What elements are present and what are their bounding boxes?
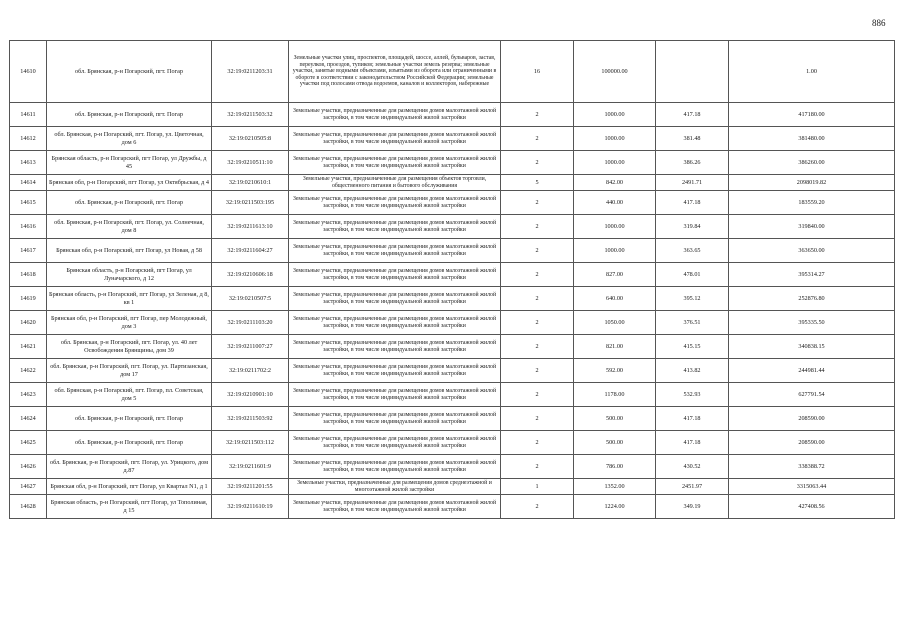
row-number-cell: 14618 (10, 263, 47, 287)
land-use-cell: Земельные участки, предназначенные для размещения домов малоэтажной жилой застройки, в том числе индивидуальной жилой застройки (289, 383, 501, 407)
land-use-cell: Земельные участки, предназначенные для размещения домов малоэтажной жилой застройки, в том числе индивидуальной жилой застройки (289, 455, 501, 479)
specific-value-cell: 319.84 (656, 215, 729, 239)
land-use-cell: Земельные участки, предназначенные для размещения домов малоэтажной жилой застройки, в том числе индивидуальной жилой застройки (289, 103, 501, 127)
address-cell: обл. Брянская, р-н Погарский, пгт. Погар (47, 41, 212, 103)
address-cell: обл. Брянская, р-н Погарский, пгт. Погар, ул. Цветочная, дом 6 (47, 127, 212, 151)
cadastral-number-cell: 32:19:0211610:19 (212, 495, 289, 519)
row-number-cell: 14627 (10, 479, 47, 495)
area-cell: 1050.00 (574, 311, 656, 335)
cadastral-value-cell: 395314.27 (729, 263, 895, 287)
address-cell: Брянская область, р-н Погарский, пгт Погар, ул Дружбы, д 45 (47, 151, 212, 175)
cadastral-number-cell: 32:19:0210610:1 (212, 175, 289, 191)
area-cell: 440.00 (574, 191, 656, 215)
table-row (10, 479, 895, 495)
cadastral-value-cell: 395335.50 (729, 311, 895, 335)
address-cell: обл. Брянская, р-н Погарский, пгт. Погар, пл. Советская, дом 5 (47, 383, 212, 407)
area-cell: 1000.00 (574, 239, 656, 263)
row-number-cell: 14613 (10, 151, 47, 175)
specific-value-cell: 386.26 (656, 151, 729, 175)
cadastral-value-cell: 183559.20 (729, 191, 895, 215)
specific-value-cell: 417.18 (656, 407, 729, 431)
table-row (10, 263, 895, 287)
land-use-cell: Земельные участки, предназначенные для размещения домов малоэтажной жилой застройки, в том числе индивидуальной жилой застройки (289, 263, 501, 287)
specific-value-cell: 532.93 (656, 383, 729, 407)
cadastral-value-cell: 338388.72 (729, 455, 895, 479)
table-row (10, 239, 895, 263)
specific-value-cell: 2491.71 (656, 175, 729, 191)
land-use-cell: Земельные участки улиц, проспектов, площадей, шоссе, аллей, бульваров, застав, переулков, проездов, тупиков; земельные участки земель резерва; земельные участки, занятые водными объектами, изъятыми из оборота или ограниченными в обороте в соответствии с законодательством Российской Федерации; земельные участки под полосами отвода водоемов, каналов и коллекторов, набережные (289, 41, 501, 103)
use-code-cell: 2 (501, 311, 574, 335)
page-number: 886 (872, 18, 886, 28)
area-cell: 500.00 (574, 431, 656, 455)
table-row (10, 41, 895, 103)
address-cell: обл. Брянская, р-н Погарский, пгт. Погар (47, 431, 212, 455)
use-code-cell: 5 (501, 175, 574, 191)
cadastral-number-cell: 32:19:0210606:18 (212, 263, 289, 287)
land-use-cell: Земельные участки, предназначенные для размещения домов малоэтажной жилой застройки, в том числе индивидуальной жилой застройки (289, 311, 501, 335)
area-cell: 821.00 (574, 335, 656, 359)
land-use-cell: Земельные участки, предназначенные для размещения домов малоэтажной жилой застройки, в том числе индивидуальной жилой застройки (289, 287, 501, 311)
address-cell: обл. Брянская, р-н Погарский, пгт. Погар, ул. Солнечная, дом 8 (47, 215, 212, 239)
cadastral-number-cell: 32:19:0211604:27 (212, 239, 289, 263)
cadastral-value-cell: 427408.56 (729, 495, 895, 519)
row-number-cell: 14610 (10, 41, 47, 103)
use-code-cell: 2 (501, 431, 574, 455)
cadastral-value-cell: 386260.00 (729, 151, 895, 175)
table-row (10, 191, 895, 215)
land-use-cell: Земельные участки, предназначенные для размещения домов малоэтажной жилой застройки, в том числе индивидуальной жилой застройки (289, 215, 501, 239)
area-cell: 1000.00 (574, 103, 656, 127)
use-code-cell: 2 (501, 287, 574, 311)
address-cell: обл. Брянская, р-н Погарский, пгт. Погар (47, 407, 212, 431)
address-cell: Брянская область, р-н Погарский, пгт Погар, ул Зеленая, д 8, кв 1 (47, 287, 212, 311)
use-code-cell: 2 (501, 455, 574, 479)
area-cell: 842.00 (574, 175, 656, 191)
table-row (10, 455, 895, 479)
use-code-cell: 2 (501, 151, 574, 175)
row-number-cell: 14623 (10, 383, 47, 407)
cadastral-value-cell: 2098019.82 (729, 175, 895, 191)
area-cell: 1178.00 (574, 383, 656, 407)
cadastral-number-cell: 32:19:0211103:20 (212, 311, 289, 335)
cadastral-value-cell: 381480.00 (729, 127, 895, 151)
area-cell: 786.00 (574, 455, 656, 479)
row-number-cell: 14615 (10, 191, 47, 215)
address-cell: обл. Брянская, р-н Погарский, пгт. Погар, ул. 40 лет Освобождения Брянщины, дом 39 (47, 335, 212, 359)
table-row (10, 287, 895, 311)
use-code-cell: 2 (501, 191, 574, 215)
land-use-cell: Земельные участки, предназначенные для размещения домов малоэтажной жилой застройки, в том числе индивидуальной жилой застройки (289, 495, 501, 519)
cadastral-value-cell: 208590.00 (729, 407, 895, 431)
use-code-cell: 2 (501, 103, 574, 127)
specific-value-cell: 417.18 (656, 431, 729, 455)
cadastral-value-cell: 3315063.44 (729, 479, 895, 495)
use-code-cell: 2 (501, 383, 574, 407)
address-cell: Брянская обл, р-н Погарский, пгт Погар, ул Октябрьская, д 4 (47, 175, 212, 191)
table-row (10, 431, 895, 455)
specific-value-cell: 395.12 (656, 287, 729, 311)
cadastral-number-cell: 32:19:0211503:112 (212, 431, 289, 455)
cadastral-value-cell: 244981.44 (729, 359, 895, 383)
land-use-cell: Земельные участки, предназначенные для размещения домов малоэтажной жилой застройки, в том числе индивидуальной жилой застройки (289, 431, 501, 455)
row-number-cell: 14625 (10, 431, 47, 455)
address-cell: Брянская обл, р-н Погарский, пгт Погар, пер Молодежный, дом 3 (47, 311, 212, 335)
land-use-cell: Земельные участки, предназначенные для размещения домов малоэтажной жилой застройки, в том числе индивидуальной жилой застройки (289, 191, 501, 215)
specific-value-cell: 430.52 (656, 455, 729, 479)
specific-value-cell: 417.18 (656, 103, 729, 127)
cadastral-number-cell: 32:19:0211007:27 (212, 335, 289, 359)
land-use-cell: Земельные участки, предназначенные для размещения домов малоэтажной жилой застройки, в том числе индивидуальной жилой застройки (289, 407, 501, 431)
use-code-cell: 16 (501, 41, 574, 103)
use-code-cell: 2 (501, 495, 574, 519)
specific-value-cell: 376.51 (656, 311, 729, 335)
address-cell: обл. Брянская, р-н Погарский, пгт. Погар (47, 103, 212, 127)
area-cell: 100000.00 (574, 41, 656, 103)
registry-rows (10, 41, 895, 519)
specific-value-cell: 417.18 (656, 191, 729, 215)
specific-value-cell: 349.19 (656, 495, 729, 519)
cadastral-value-cell: 417180.00 (729, 103, 895, 127)
row-number-cell: 14620 (10, 311, 47, 335)
cadastral-value-cell: 363650.00 (729, 239, 895, 263)
specific-value-cell: 363.65 (656, 239, 729, 263)
land-use-cell: Земельные участки, предназначенные для размещения домов малоэтажной жилой застройки, в том числе индивидуальной жилой застройки (289, 359, 501, 383)
address-cell: обл. Брянская, р-н Погарский, пгт. Погар, ул. Урицкого, дом д.87 (47, 455, 212, 479)
row-number-cell: 14617 (10, 239, 47, 263)
row-number-cell: 14614 (10, 175, 47, 191)
area-cell: 1000.00 (574, 151, 656, 175)
cadastral-number-cell: 32:19:0211201:55 (212, 479, 289, 495)
use-code-cell: 2 (501, 407, 574, 431)
table-row (10, 215, 895, 239)
cadastral-number-cell: 32:19:0211702:2 (212, 359, 289, 383)
area-cell: 1224.00 (574, 495, 656, 519)
specific-value-cell: 413.82 (656, 359, 729, 383)
specific-value-cell: 381.48 (656, 127, 729, 151)
cadastral-value-cell: 319840.00 (729, 215, 895, 239)
specific-value-cell (656, 41, 729, 103)
cadastral-number-cell: 32:19:0211503:195 (212, 191, 289, 215)
row-number-cell: 14612 (10, 127, 47, 151)
table-row (10, 359, 895, 383)
cadastral-number-cell: 32:19:0211613:10 (212, 215, 289, 239)
area-cell: 827.00 (574, 263, 656, 287)
land-use-cell: Земельные участки, предназначенные для размещения домов малоэтажной жилой застройки, в том числе индивидуальной жилой застройки (289, 335, 501, 359)
cadastral-registry-table (9, 40, 895, 519)
area-cell: 592.00 (574, 359, 656, 383)
land-use-cell: Земельные участки, предназначенные для размещения домов среднеэтажной и многоэтажной жилой застройки (289, 479, 501, 495)
row-number-cell: 14628 (10, 495, 47, 519)
address-cell: Брянская область, р-н Погарский, пгт Погар, ул Луначарского, д 12 (47, 263, 212, 287)
area-cell: 640.00 (574, 287, 656, 311)
use-code-cell: 2 (501, 215, 574, 239)
address-cell: обл. Брянская, р-н Погарский, пгт. Погар (47, 191, 212, 215)
area-cell: 1000.00 (574, 127, 656, 151)
address-cell: Брянская область, р-н Погарский, пгт Погар, ул Тополиная, д 15 (47, 495, 212, 519)
cadastral-number-cell: 32:19:0211601:9 (212, 455, 289, 479)
cadastral-value-cell: 252876.80 (729, 287, 895, 311)
table-row (10, 407, 895, 431)
row-number-cell: 14622 (10, 359, 47, 383)
use-code-cell: 2 (501, 239, 574, 263)
cadastral-number-cell: 32:19:0211503:32 (212, 103, 289, 127)
area-cell: 1352.00 (574, 479, 656, 495)
table-row (10, 175, 895, 191)
row-number-cell: 14616 (10, 215, 47, 239)
land-use-cell: Земельные участки, предназначенные для размещения домов малоэтажной жилой застройки, в том числе индивидуальной жилой застройки (289, 239, 501, 263)
row-number-cell: 14624 (10, 407, 47, 431)
cadastral-value-cell: 340838.15 (729, 335, 895, 359)
address-cell: обл. Брянская, р-н Погарский, пгт. Погар, ул. Партизанская, дом 17 (47, 359, 212, 383)
table-row (10, 311, 895, 335)
cadastral-number-cell: 32:19:0211503:92 (212, 407, 289, 431)
table-row (10, 495, 895, 519)
specific-value-cell: 2451.97 (656, 479, 729, 495)
address-cell: Брянская обл, р-н Погарский, пгт Погар, ул Квартал N1, д 1 (47, 479, 212, 495)
land-use-cell: Земельные участки, предназначенные для размещения объектов торговли, общественного питания и бытового обслуживания (289, 175, 501, 191)
table-row (10, 383, 895, 407)
row-number-cell: 14621 (10, 335, 47, 359)
cadastral-value-cell: 208590.00 (729, 431, 895, 455)
cadastral-number-cell: 32:19:0210505:8 (212, 127, 289, 151)
specific-value-cell: 415.15 (656, 335, 729, 359)
cadastral-number-cell: 32:19:0210507:5 (212, 287, 289, 311)
cadastral-number-cell: 32:19:0210511:10 (212, 151, 289, 175)
cadastral-value-cell: 1.00 (729, 41, 895, 103)
use-code-cell: 2 (501, 127, 574, 151)
use-code-cell: 2 (501, 335, 574, 359)
address-cell: Брянская обл, р-н Погарский, пгт Погар, ул Новая, д 58 (47, 239, 212, 263)
use-code-cell: 2 (501, 263, 574, 287)
row-number-cell: 14619 (10, 287, 47, 311)
row-number-cell: 14611 (10, 103, 47, 127)
table-row (10, 151, 895, 175)
use-code-cell: 2 (501, 359, 574, 383)
specific-value-cell: 478.01 (656, 263, 729, 287)
cadastral-number-cell: 32:19:0210901:10 (212, 383, 289, 407)
use-code-cell: 1 (501, 479, 574, 495)
cadastral-value-cell: 627791.54 (729, 383, 895, 407)
area-cell: 500.00 (574, 407, 656, 431)
table-row (10, 103, 895, 127)
area-cell: 1000.00 (574, 215, 656, 239)
land-use-cell: Земельные участки, предназначенные для размещения домов малоэтажной жилой застройки, в том числе индивидуальной жилой застройки (289, 151, 501, 175)
row-number-cell: 14626 (10, 455, 47, 479)
table-row (10, 335, 895, 359)
cadastral-number-cell: 32:19:0211203:31 (212, 41, 289, 103)
table-row (10, 127, 895, 151)
land-use-cell: Земельные участки, предназначенные для размещения домов малоэтажной жилой застройки, в том числе индивидуальной жилой застройки (289, 127, 501, 151)
